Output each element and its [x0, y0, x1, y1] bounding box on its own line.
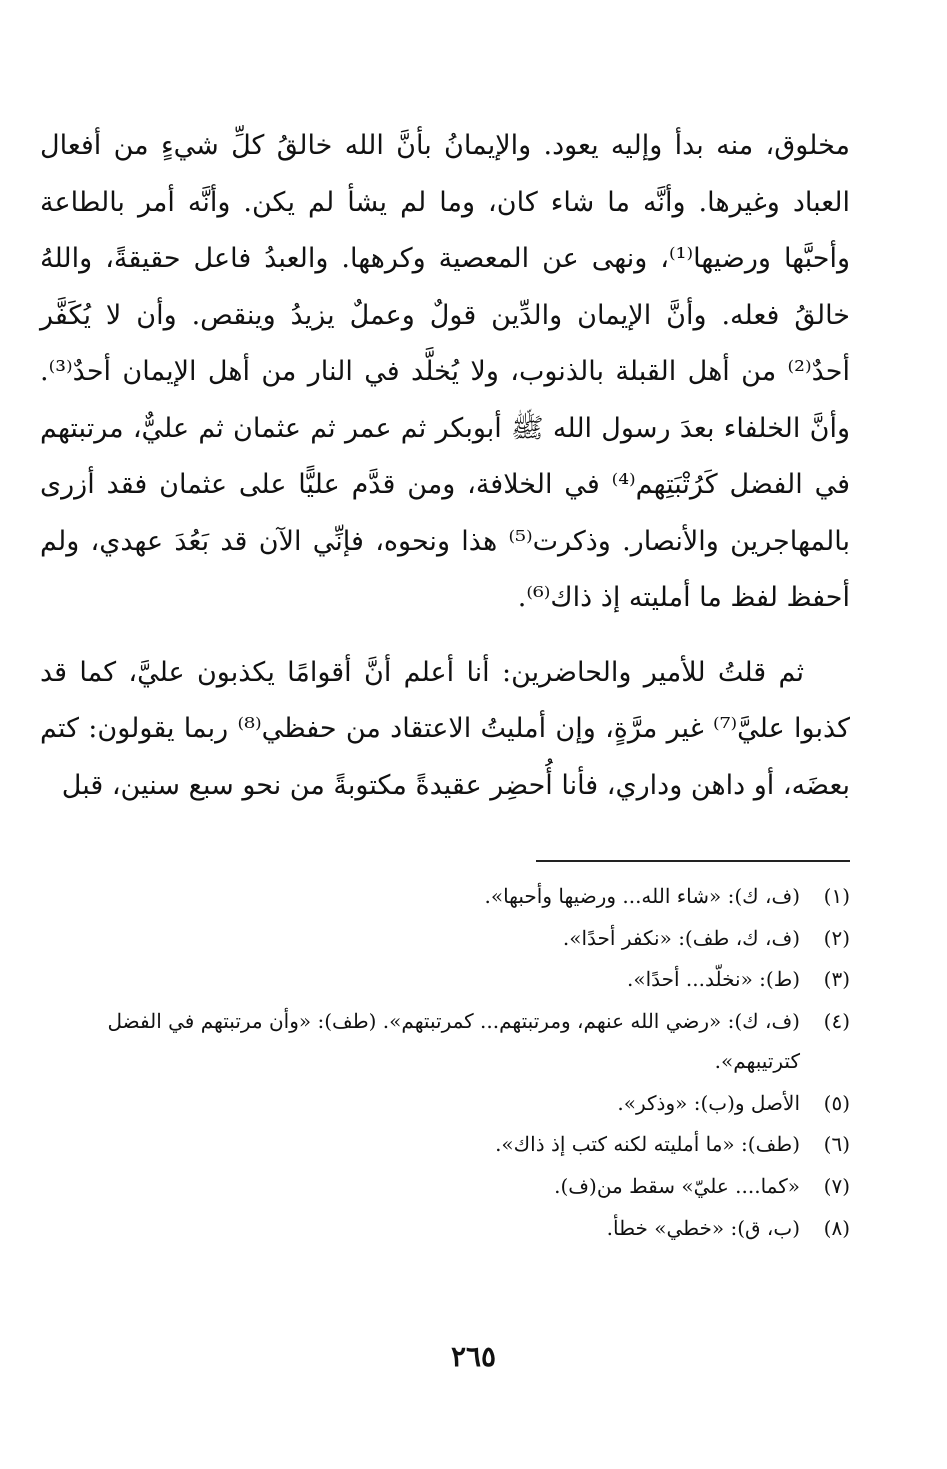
footnotes — [40, 876, 850, 1250]
footnote-text: «كما.... عليّ» سقط من(ف). — [554, 1174, 800, 1199]
paragraph-2: ثم قلتُ للأمير والحاضرين: أنا أعلم أنَّ أقوامًا يكذبون عليَّ، كما قد كذبوا عليَّ⁽⁷⁾ غير مرَّةٍ، وإن أمليتُ الاعتقاد من حفظي⁽⁸⁾ ربما يقولون: كتم بعضَه، أو داهن وداري، فأنا أُحضِر عقيدةً مكتوبةً من نحو سبع سنين، قبل — [40, 656, 850, 801]
main-text — [40, 118, 850, 814]
footnote-number: (٣) — [823, 967, 850, 992]
footnote-6 — [40, 1124, 850, 1164]
footnote-text: (ف، ك): «رضي الله عنهم، ومرتبتهم... كمرتبتهم». (طف): «وأن مرتبتهم في الفضل كترتيبهم». — [107, 1009, 800, 1074]
footnote-number: (٥) — [823, 1090, 850, 1115]
footnote-2 — [40, 918, 850, 958]
footnote-text: (ف، ك، طف): «نكفر أحدًا». — [562, 925, 800, 950]
page-number: ٢٦٥ — [450, 1340, 497, 1373]
footnote-1 — [40, 876, 850, 916]
footnote-text: (ب، ق): «خطي» خطأ. — [606, 1215, 800, 1240]
footnote-number: (٢) — [823, 925, 850, 950]
footnote-text: (ف، ك): «شاء الله... ورضيها وأحبها». — [484, 884, 800, 908]
footnote-5 — [40, 1083, 850, 1123]
footnote-number: (٦) — [823, 1132, 850, 1157]
page-content — [40, 118, 851, 1240]
footnote-7 — [40, 1166, 850, 1206]
footnote-number: (٤) — [823, 1009, 850, 1034]
footnote-3 — [40, 959, 850, 999]
footnote-number: (٨) — [823, 1215, 850, 1240]
footnote-8 — [40, 1208, 850, 1248]
footnote-text: (ط): «نخلّد... أحدًا». — [626, 967, 800, 992]
footnote-text: (طف): «ما أمليته لكنه كتب إذ ذاك». — [495, 1132, 800, 1157]
footnote-4 — [40, 1001, 850, 1081]
footnote-number: (١) — [823, 884, 850, 908]
footnote-text: الأصل و(ب): «وذكر». — [617, 1090, 800, 1115]
footnote-number: (٧) — [823, 1174, 850, 1199]
paragraph-1: مخلوق، منه بدأ وإليه يعود. والإيمانُ بأنَّ الله خالقُ كلِّ شيءٍ من أفعال العباد وغيرها. وأنَّه ما شاء كان، وما لم يشأ لم يكن. وأنَّه أمر بالطاعة وأحبَّها ورضيها⁽¹⁾، ونهى عن المعصية وكرهها. والعبدُ فاعل حقيقةً، واللهُ خالقُ فعله. وأنَّ الإيمان والدِّين قولٌ وعملٌ يزيدُ وينقص. وأن لا يُكَفَّر أحدٌ⁽²⁾ من أهل القبلة بالذنوب، ولا يُخلَّد في النار من أهل الإيمان أحدٌ⁽³⁾. وأنَّ الخلفاء بعدَ رسول الله ﷺ أبوبكر ثم عمر ثم عثمان ثم عليٌّ، مرتبتهم في الفضل كَرُتْبَتِهم⁽⁴⁾ في الخلافة، ومن قدَّم عليًّا على عثمان فقد أزرى بالمهاجرين والأنصار. وذكرت⁽⁵⁾ هذا ونحوه، فإنِّي الآن قد بَعُدَ عهدي، ولم أحفظ لفظ ما أمليته إذ ذاك⁽⁶⁾. — [40, 130, 851, 613]
footnote-divider — [536, 860, 850, 862]
